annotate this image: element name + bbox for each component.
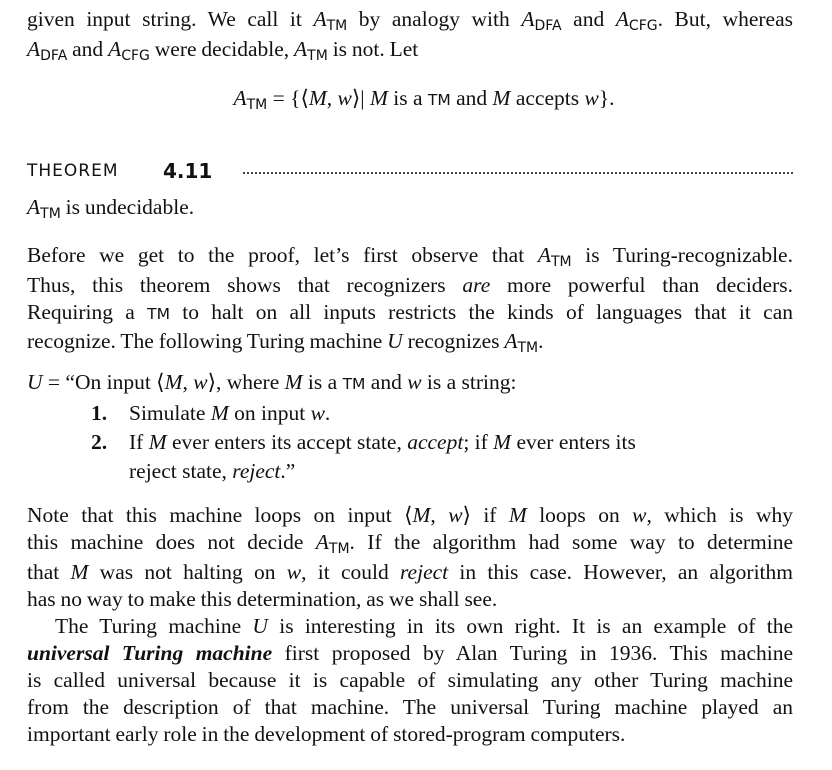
step-number: 1.	[91, 401, 108, 425]
paragraph-line	[27, 613, 793, 640]
text: is interesting in its own right. It is an example of the	[267, 614, 793, 638]
math-subscript: TM	[307, 48, 328, 64]
text: loops on	[526, 503, 633, 527]
emphasis: are	[462, 273, 491, 297]
text: recognizes	[402, 329, 505, 353]
text: . But, whereas	[657, 7, 793, 31]
text: on input	[228, 401, 311, 425]
math-subscript: TM	[328, 541, 350, 557]
text: recognize. The following Turing machine	[27, 329, 388, 353]
math-symbol: ⟩|	[351, 86, 370, 110]
text: to halt on all inputs restricts the kinds of languages that it can	[169, 300, 793, 324]
paragraph-line	[27, 328, 793, 358]
paragraph-line	[27, 694, 793, 721]
math-var: M	[493, 430, 512, 454]
text: more powerful than deciders.	[490, 273, 793, 297]
paragraph-line	[27, 502, 793, 529]
text: first proposed by Alan Turing in 1936. This machine	[272, 641, 794, 665]
math-var: A	[27, 195, 41, 219]
text: Thus, this theorem shows that recognizers	[27, 273, 463, 297]
intro-line-1	[27, 6, 793, 36]
math-subscript: DFA	[534, 18, 562, 34]
math-var: M	[308, 86, 327, 110]
math-var: M	[148, 430, 167, 454]
math-var: w	[448, 503, 463, 527]
recognizable-paragraph	[27, 242, 793, 358]
paragraph-line	[27, 559, 793, 586]
math-var: A	[313, 7, 327, 31]
text: Before we get to the proof, let’s first observe that	[27, 243, 538, 267]
math-var: M	[508, 503, 527, 527]
paragraph-line	[27, 299, 793, 328]
text: Requiring a	[27, 300, 148, 324]
math-var: M	[412, 503, 431, 527]
text: Simulate	[129, 401, 211, 425]
math-symbol: = {⟨	[267, 86, 309, 110]
text: ⟩, where	[207, 370, 285, 394]
paragraph-line	[27, 640, 793, 667]
text: . If the algorithm had some way to determine	[349, 530, 794, 554]
term-definition: universal Turing machine	[27, 641, 273, 665]
paragraph-line	[27, 667, 793, 694]
text: has no way to make this determination, as we shall see.	[27, 587, 498, 611]
theorem-label: THEOREM	[27, 161, 119, 181]
text: given input string. We call it	[27, 7, 314, 31]
text: and	[561, 7, 616, 31]
text: The Turing machine	[55, 614, 253, 638]
math-subscript: CFG	[628, 18, 658, 34]
paragraph-line	[27, 272, 793, 299]
math-subscript: TM	[40, 206, 61, 222]
math-var: A	[315, 530, 329, 554]
text: .”	[280, 459, 296, 483]
text: in this case. However, an algorithm	[448, 560, 793, 584]
math-var: M	[210, 401, 229, 425]
algorithm-step-2	[27, 428, 793, 457]
tm-abbrev: TM	[427, 91, 451, 109]
algorithm-header	[27, 368, 793, 399]
math-var: M	[70, 560, 89, 584]
text: reject state,	[129, 459, 233, 483]
text: and	[365, 370, 408, 394]
paragraph-line	[27, 242, 793, 272]
math-var: M	[369, 86, 388, 110]
text: = “On input ⟨	[42, 370, 165, 394]
math-var: U	[27, 370, 43, 394]
text: is called universal because it is capable of simulating any other Turing machine	[27, 668, 793, 692]
tm-abbrev: TM	[342, 375, 366, 393]
math-var: w	[286, 560, 302, 584]
emphasis: reject	[399, 560, 449, 584]
text: were decidable,	[149, 37, 295, 61]
text: ⟩ if	[462, 503, 509, 527]
text: by analogy with	[347, 7, 522, 31]
text: .	[324, 401, 331, 425]
text: and	[450, 86, 493, 110]
math-subscript: TM	[326, 18, 348, 34]
theorem-dotted-rule	[243, 172, 793, 174]
text: ; if	[463, 430, 494, 454]
text: , which is why	[646, 503, 793, 527]
math-var: A	[27, 37, 41, 61]
math-var: w	[584, 86, 599, 110]
math-symbol: ,	[430, 503, 449, 527]
text: .	[538, 329, 544, 353]
text: and	[67, 37, 109, 61]
paragraph-line	[27, 721, 793, 748]
math-var: M	[284, 370, 303, 394]
math-var: A	[233, 86, 247, 110]
theorem-header	[27, 158, 793, 184]
text: that	[27, 560, 71, 584]
math-subscript: DFA	[40, 48, 68, 64]
emphasis: reject	[232, 459, 281, 483]
intro-line-2	[27, 36, 793, 66]
loops-paragraph	[27, 502, 793, 748]
math-symbol: }.	[598, 86, 615, 110]
text: this machine does not decide	[27, 530, 316, 554]
math-var: A	[615, 7, 629, 31]
paragraph-line	[27, 586, 793, 613]
text: Note that this machine loops on input ⟨	[27, 503, 413, 527]
math-var: U	[252, 614, 268, 638]
text: accepts	[510, 86, 585, 110]
text: from the description of that machine. The universal Turing machine played an	[27, 695, 793, 719]
theorem-statement-line	[27, 194, 793, 224]
text: is undecidable.	[60, 195, 195, 219]
math-var: A	[504, 329, 518, 353]
math-var: A	[537, 243, 551, 267]
math-subscript: TM	[246, 97, 268, 113]
theorem-statement	[27, 194, 793, 224]
math-var: U	[387, 329, 403, 353]
math-subscript: TM	[550, 254, 572, 270]
tm-abbrev: TM	[147, 305, 170, 323]
math-var: w	[407, 370, 422, 394]
text: is not. Let	[327, 37, 419, 61]
text: is a	[387, 86, 428, 110]
algorithm-step-2-continued	[27, 457, 793, 486]
text: ever enters its	[511, 430, 636, 454]
math-var: A	[521, 7, 535, 31]
math-subscript: CFG	[121, 48, 150, 64]
intro-paragraph	[27, 6, 793, 115]
math-var: M	[492, 86, 511, 110]
text: important early role in the development of stored-program computers.	[27, 722, 626, 746]
text: is Turing-recognizable.	[571, 243, 793, 267]
text: ever enters its accept state,	[166, 430, 408, 454]
text: is a string:	[421, 370, 517, 394]
atm-definition-equation	[55, 85, 793, 115]
math-symbol: ,	[182, 370, 194, 394]
math-var: w	[632, 503, 647, 527]
text: , it could	[301, 560, 400, 584]
math-symbol: ,	[326, 86, 338, 110]
math-var: w	[310, 401, 325, 425]
text: is a	[302, 370, 343, 394]
math-var: A	[294, 37, 308, 61]
paragraph-line	[27, 529, 793, 559]
text: was not halting on	[88, 560, 287, 584]
universal-tm-algorithm	[27, 368, 793, 486]
theorem-number: 4.11	[163, 159, 213, 183]
emphasis: accept	[407, 430, 464, 454]
math-subscript: TM	[517, 340, 539, 356]
math-var: A	[108, 37, 122, 61]
math-var: w	[337, 86, 352, 110]
step-number: 2.	[91, 430, 108, 454]
math-var: M	[164, 370, 183, 394]
text: If	[129, 430, 149, 454]
algorithm-step-1	[27, 399, 793, 428]
math-var: w	[193, 370, 208, 394]
